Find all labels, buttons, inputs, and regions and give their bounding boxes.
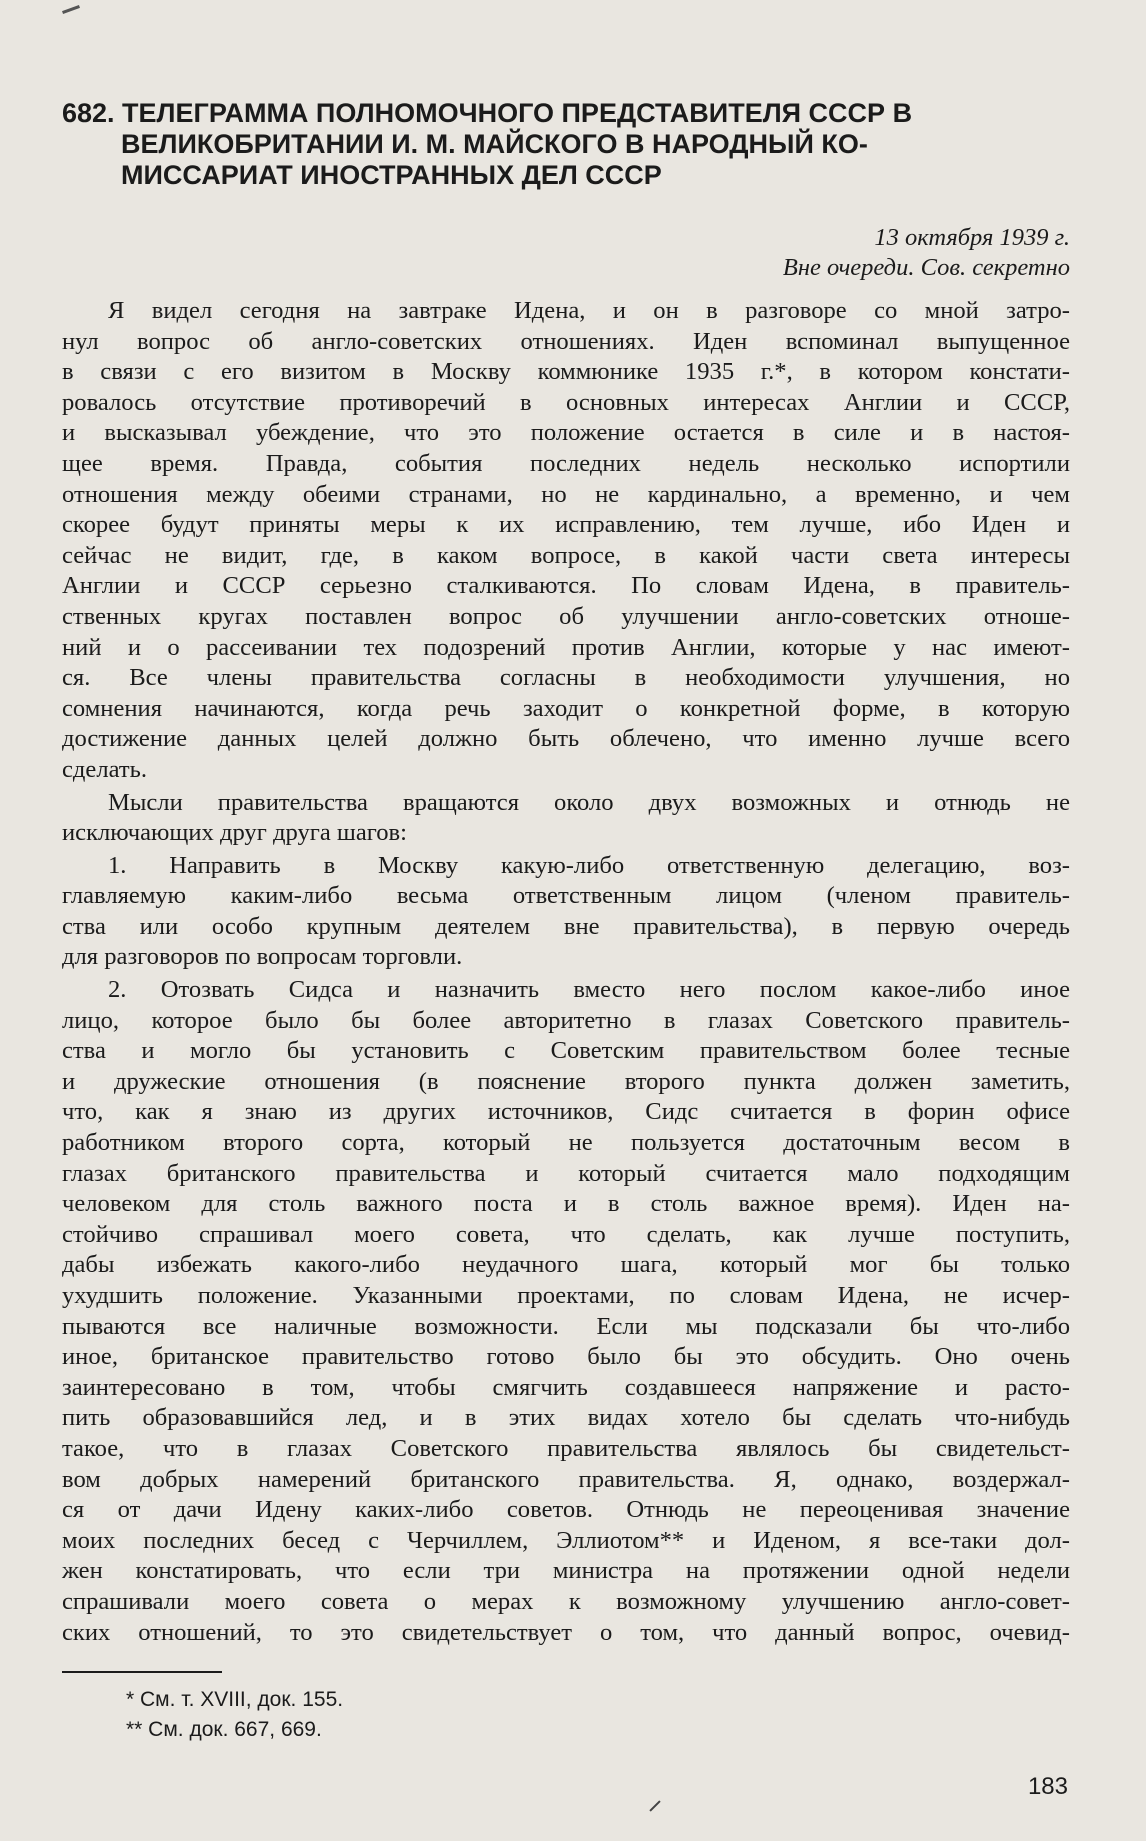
- body-line: пить образовавшийся лед, и в этих видах хотело бы сделать что-нибудь: [62, 1404, 1070, 1432]
- body-line: ства или особо крупным деятелем вне правительства), в первую очередь: [62, 912, 1070, 940]
- body-line: дабы избежать какого-либо неудачного шага, который мог бы только: [62, 1251, 1070, 1279]
- body-line: в связи с его визитом в Москву коммюнике 1935 г.*, в котором констати-: [62, 358, 1070, 386]
- body-line: спрашивали моего совета о мерах к возможному улучшению англо-совет-: [62, 1587, 1070, 1615]
- body-line: Я видел сегодня на завтраке Идена, и он в разговоре со мной затро-: [108, 297, 1070, 324]
- page-number: 183: [1027, 1773, 1068, 1800]
- body-line: и дружеские отношения (в пояснение второго пункта должен заметить,: [62, 1067, 1070, 1095]
- body-line: ухудшить положение. Указанными проектами, по словам Идена, не исчер-: [62, 1282, 1070, 1309]
- body-line: ся. Все члены правительства согласны в необходимости улучшения, но: [62, 664, 1070, 692]
- body-line: 2. Отозвать Сидса и назначить вместо него послом какое-либо иное: [108, 976, 1070, 1004]
- body-line: ственных кругах поставлен вопрос об улучшении англо-советских отноше-: [62, 602, 1070, 630]
- scan-mark: [62, 5, 80, 14]
- footnote: ** См. док. 667, 669.: [126, 1718, 322, 1741]
- body-line: заинтересовано в том, чтобы смягчить создавшееся напряжение и расто-: [62, 1373, 1070, 1401]
- document-date: 13 октября 1939 г.: [874, 224, 1070, 251]
- document-title: [62, 98, 1070, 191]
- body-line: глазах британского правительства и который считается мало подходящим: [62, 1159, 1070, 1187]
- document-body: [62, 296, 1070, 1648]
- body-line: работником второго сорта, который не пользуется достаточным весом в: [62, 1129, 1070, 1157]
- body-line: и высказывал убеждение, что это положение остается в силе и в настоя-: [62, 419, 1070, 447]
- footnote: * См. т. XVIII, док. 155.: [126, 1688, 344, 1711]
- body-line: Мысли правительства вращаются около двух возможных и отнюдь не: [108, 788, 1070, 816]
- footnote-divider: [62, 1671, 222, 1673]
- body-line: такое, что в глазах Советского правительства являлось бы свидетельст-: [62, 1434, 1070, 1462]
- body-line: пываются все наличные возможности. Если мы подсказали бы что-либо: [62, 1312, 1070, 1340]
- body-line: Англии и СССР серьезно сталкиваются. По словам Идена, в правитель-: [62, 572, 1070, 600]
- body-line: скорее будут приняты меры к их исправлению, тем лучше, ибо Иден и: [62, 511, 1070, 539]
- body-line: отношения между обеими странами, но не кардинально, а временно, и чем: [62, 480, 1070, 508]
- body-line: ровалось отсутствие противоречий в основных интересах Англии и СССР,: [62, 388, 1070, 416]
- body-line: ся от дачи Идену каких-либо советов. Отнюдь не переоценивая значение: [62, 1496, 1070, 1524]
- title-line: МИССАРИАТ ИНОСТРАННЫХ ДЕЛ СССР: [121, 160, 662, 190]
- body-line: ства и могло бы установить с Советским правительством более тесные: [62, 1037, 1070, 1065]
- body-line: исключающих друг друга шагов:: [62, 819, 407, 847]
- body-line: моих последних бесед с Черчиллем, Эллиотом** и Иденом, я все-таки дол-: [62, 1526, 1070, 1554]
- body-line: достижение данных целей должно быть облечено, что именно лучше всего: [62, 725, 1070, 753]
- document-content: [62, 98, 1070, 1648]
- document-classification: Вне очереди. Сов. секретно: [782, 254, 1070, 281]
- body-line: нул вопрос об англо-советских отношениях. Иден вспоминал выпущенное: [62, 327, 1070, 355]
- body-line: ний и о рассеивании тех подозрений против Англии, которые у нас имеют-: [62, 633, 1070, 661]
- title-line: ВЕЛИКОБРИТАНИИ И. М. МАЙСКОГО В НАРОДНЫЙ КО-: [121, 129, 868, 159]
- body-line: вом добрых намерений британского правительства. Я, однако, воздержал-: [62, 1465, 1070, 1493]
- scan-mark: [649, 1800, 660, 1811]
- body-line: лицо, которое было бы более авторитетно в глазах Советского правитель-: [62, 1006, 1070, 1034]
- body-line: ских отношений, то это свидетельствует о том, что данный вопрос, очевид-: [62, 1618, 1070, 1646]
- body-line: жен констатировать, что если три министра на протяжении одной недели: [62, 1557, 1070, 1585]
- title-line: 682. ТЕЛЕГРАММА ПОЛНОМОЧНОГО ПРЕДСТАВИТЕЛЯ СССР В: [62, 98, 913, 128]
- body-line: человеком для столь важного поста и в столь важное время). Иден на-: [62, 1190, 1070, 1218]
- body-line: сейчас не видит, где, в каком вопросе, в какой части света интересы: [62, 541, 1070, 569]
- body-line: стойчиво спрашивал моего совета, что сделать, как лучше поступить,: [62, 1220, 1070, 1248]
- body-line: иное, британское правительство готово было бы это обсудить. Оно очень: [62, 1343, 1070, 1371]
- body-line: сделать.: [62, 755, 148, 783]
- body-line: сомнения начинаются, когда речь заходит о конкретной форме, в которую: [62, 694, 1070, 722]
- body-line: главляемую каким-либо весьма ответственным лицом (членом правитель-: [62, 882, 1070, 910]
- body-line: что, как я знаю из других источников, Сидс считается в форин офисе: [62, 1098, 1070, 1126]
- body-line: щее время. Правда, события последних недель несколько испортили: [62, 449, 1070, 477]
- body-line: 1. Направить в Москву какую-либо ответственную делегацию, воз-: [108, 851, 1070, 879]
- body-line: для разговоров по вопросам торговли.: [62, 943, 463, 971]
- footnotes: [126, 1685, 343, 1745]
- document-meta: [62, 223, 1070, 283]
